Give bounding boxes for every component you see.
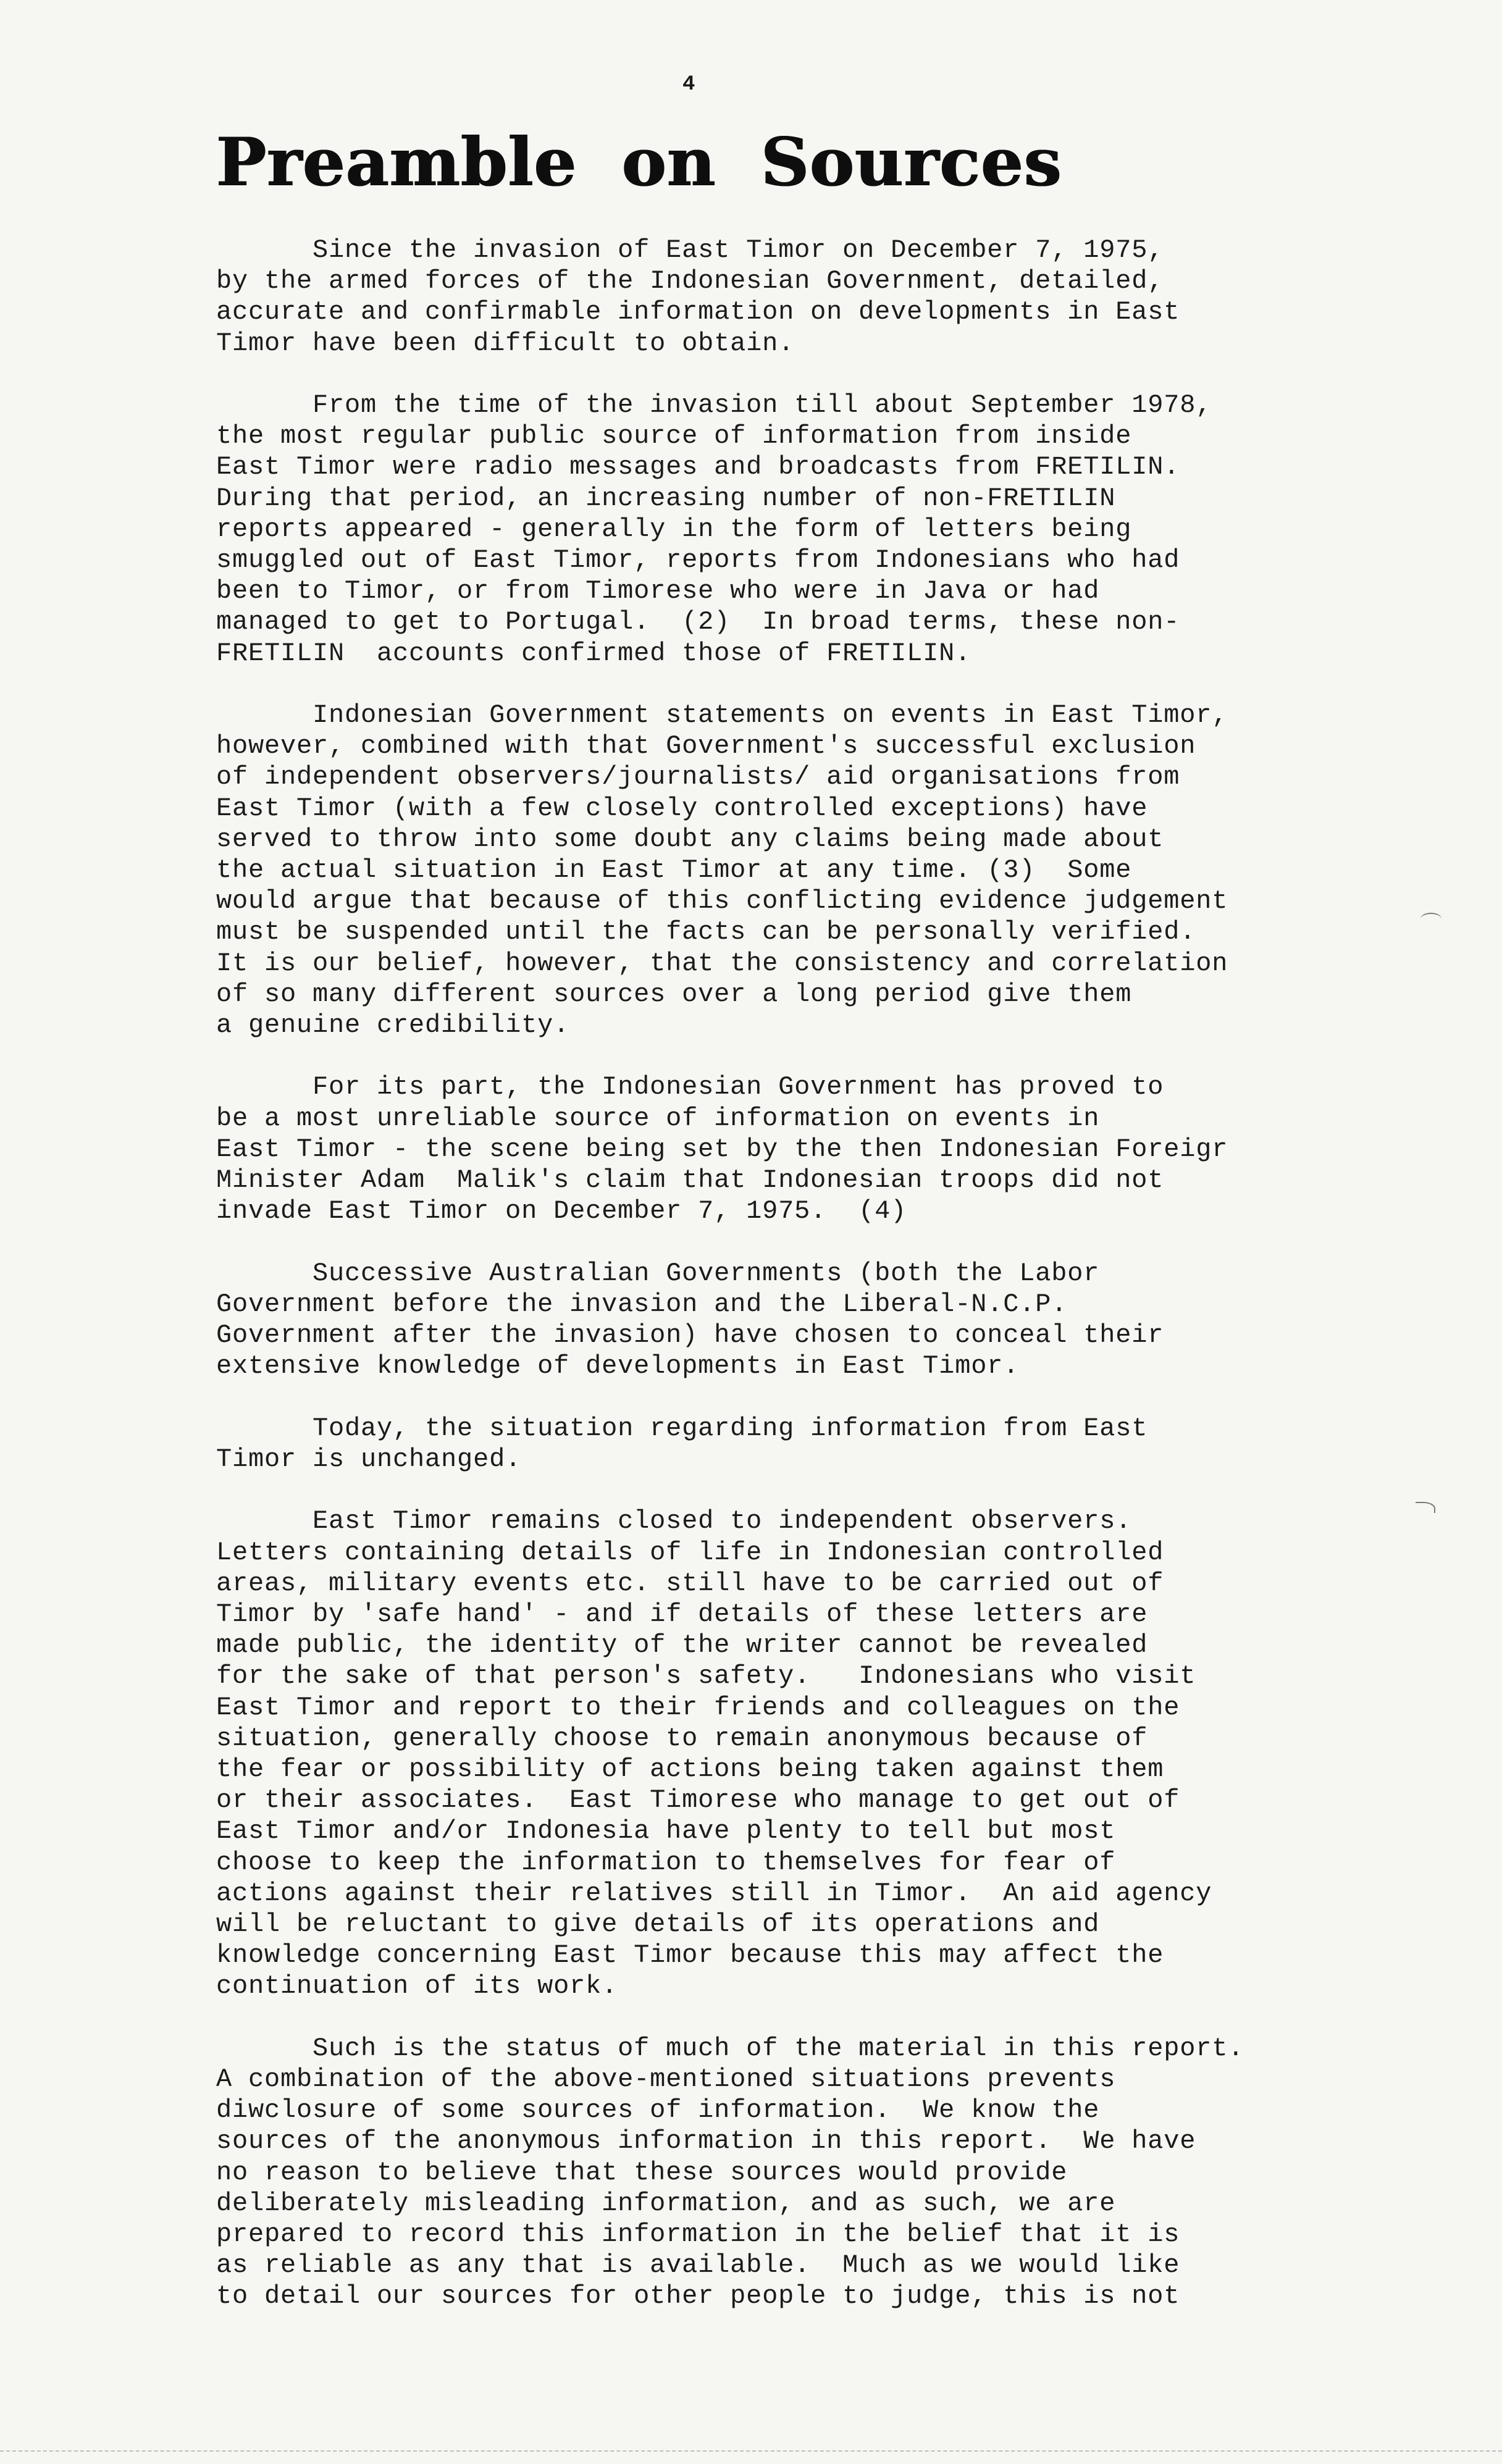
body-text: Since the invasion of East Timor on December 7, 1975, by the armed forces of the Indonesian Government, detailed, accurate and confirmable information on developments in East Timor have been difficult to obtain. From the time of the invasion till about September 1978, the most regular public source of information from inside East Timor were radio messages and broadcasts from FRETILIN. During that period, an increasing number of non-FRETILIN reports appeared - generally in the form of letters being smuggled out of East Timor, reports from Indonesians who had been to Timor, or from Timorese who were in Java or had managed to get to Portugal. (2) In broad terms, these non- FRETILIN accounts confirmed those of FRETILIN. Indonesian Government statements on events in East Timor, however, combined with that Government's successful exclusion of independent observers/journalists/ aid organisations from East Timor (with a few closely controlled exceptions) have served to throw into some doubt any claims being made about the actual situation in East Timor at any time. (3) Some would argue that because of this conflicting evidence judgement must be suspended until the facts can be personally verified. It is our belief, however, that the consistency and correlation of so many different sources over a long period give them a genuine credibility. For its part, the Indonesian Government has proved to be a most unreliable source of information on events in East Timor - the scene being set by the then Indonesian Foreigr Minister Adam Malik's claim that Indonesian troops did not invade East Timor on December 7, 1975. (4) Successive Australian Governments (both the Labor Government before the invasion and the Liberal-N.C.P. Government after the invasion) have chosen to conceal their extensive knowledge of developments in East Timor. Today, the situation regarding information from East Timor is unchanged. East Timor remains closed to independent observers. Letters containing details of life in Indonesian controlled areas, military events etc. still have to be carried out of Timor by 'safe hand' - and if details of these letters are made public, the identity of the writer cannot be revealed for the sake of that person's safety. Indonesians who visit East Timor and report to their friends and colleagues on the situation, generally choose to remain anonymous because of the fear or possibility of actions being taken against them or their associates. East Timorese who manage to get out of East Timor and/or Indonesia have plenty to tell but most choose to keep the information to themselves for fear of actions against their relatives still in Timor. An aid agency will be reluctant to give details of its operations and knowledge concerning East Timor because this may affect the continuation of its work. Such is the status of much of the material in this report. A combination of the above-mentioned situations prevents diwclosure of some sources of information. We know the sources of the anonymous information in this report. We have no reason to believe that these sources would provide deliberately misleading information, and as such, we are prepared to record this information in the belief that it is as reliable as any that is available. Much as we would like to detail our sources for other people to judge, this is not: [216, 235, 1244, 2311]
page-title: Preamble on Sources: [216, 124, 1062, 201]
margin-mark: [1416, 1502, 1435, 1513]
bottom-edge-line: [0, 2450, 1502, 2452]
page-number: 4: [682, 73, 695, 96]
margin-mark: [1420, 913, 1441, 925]
